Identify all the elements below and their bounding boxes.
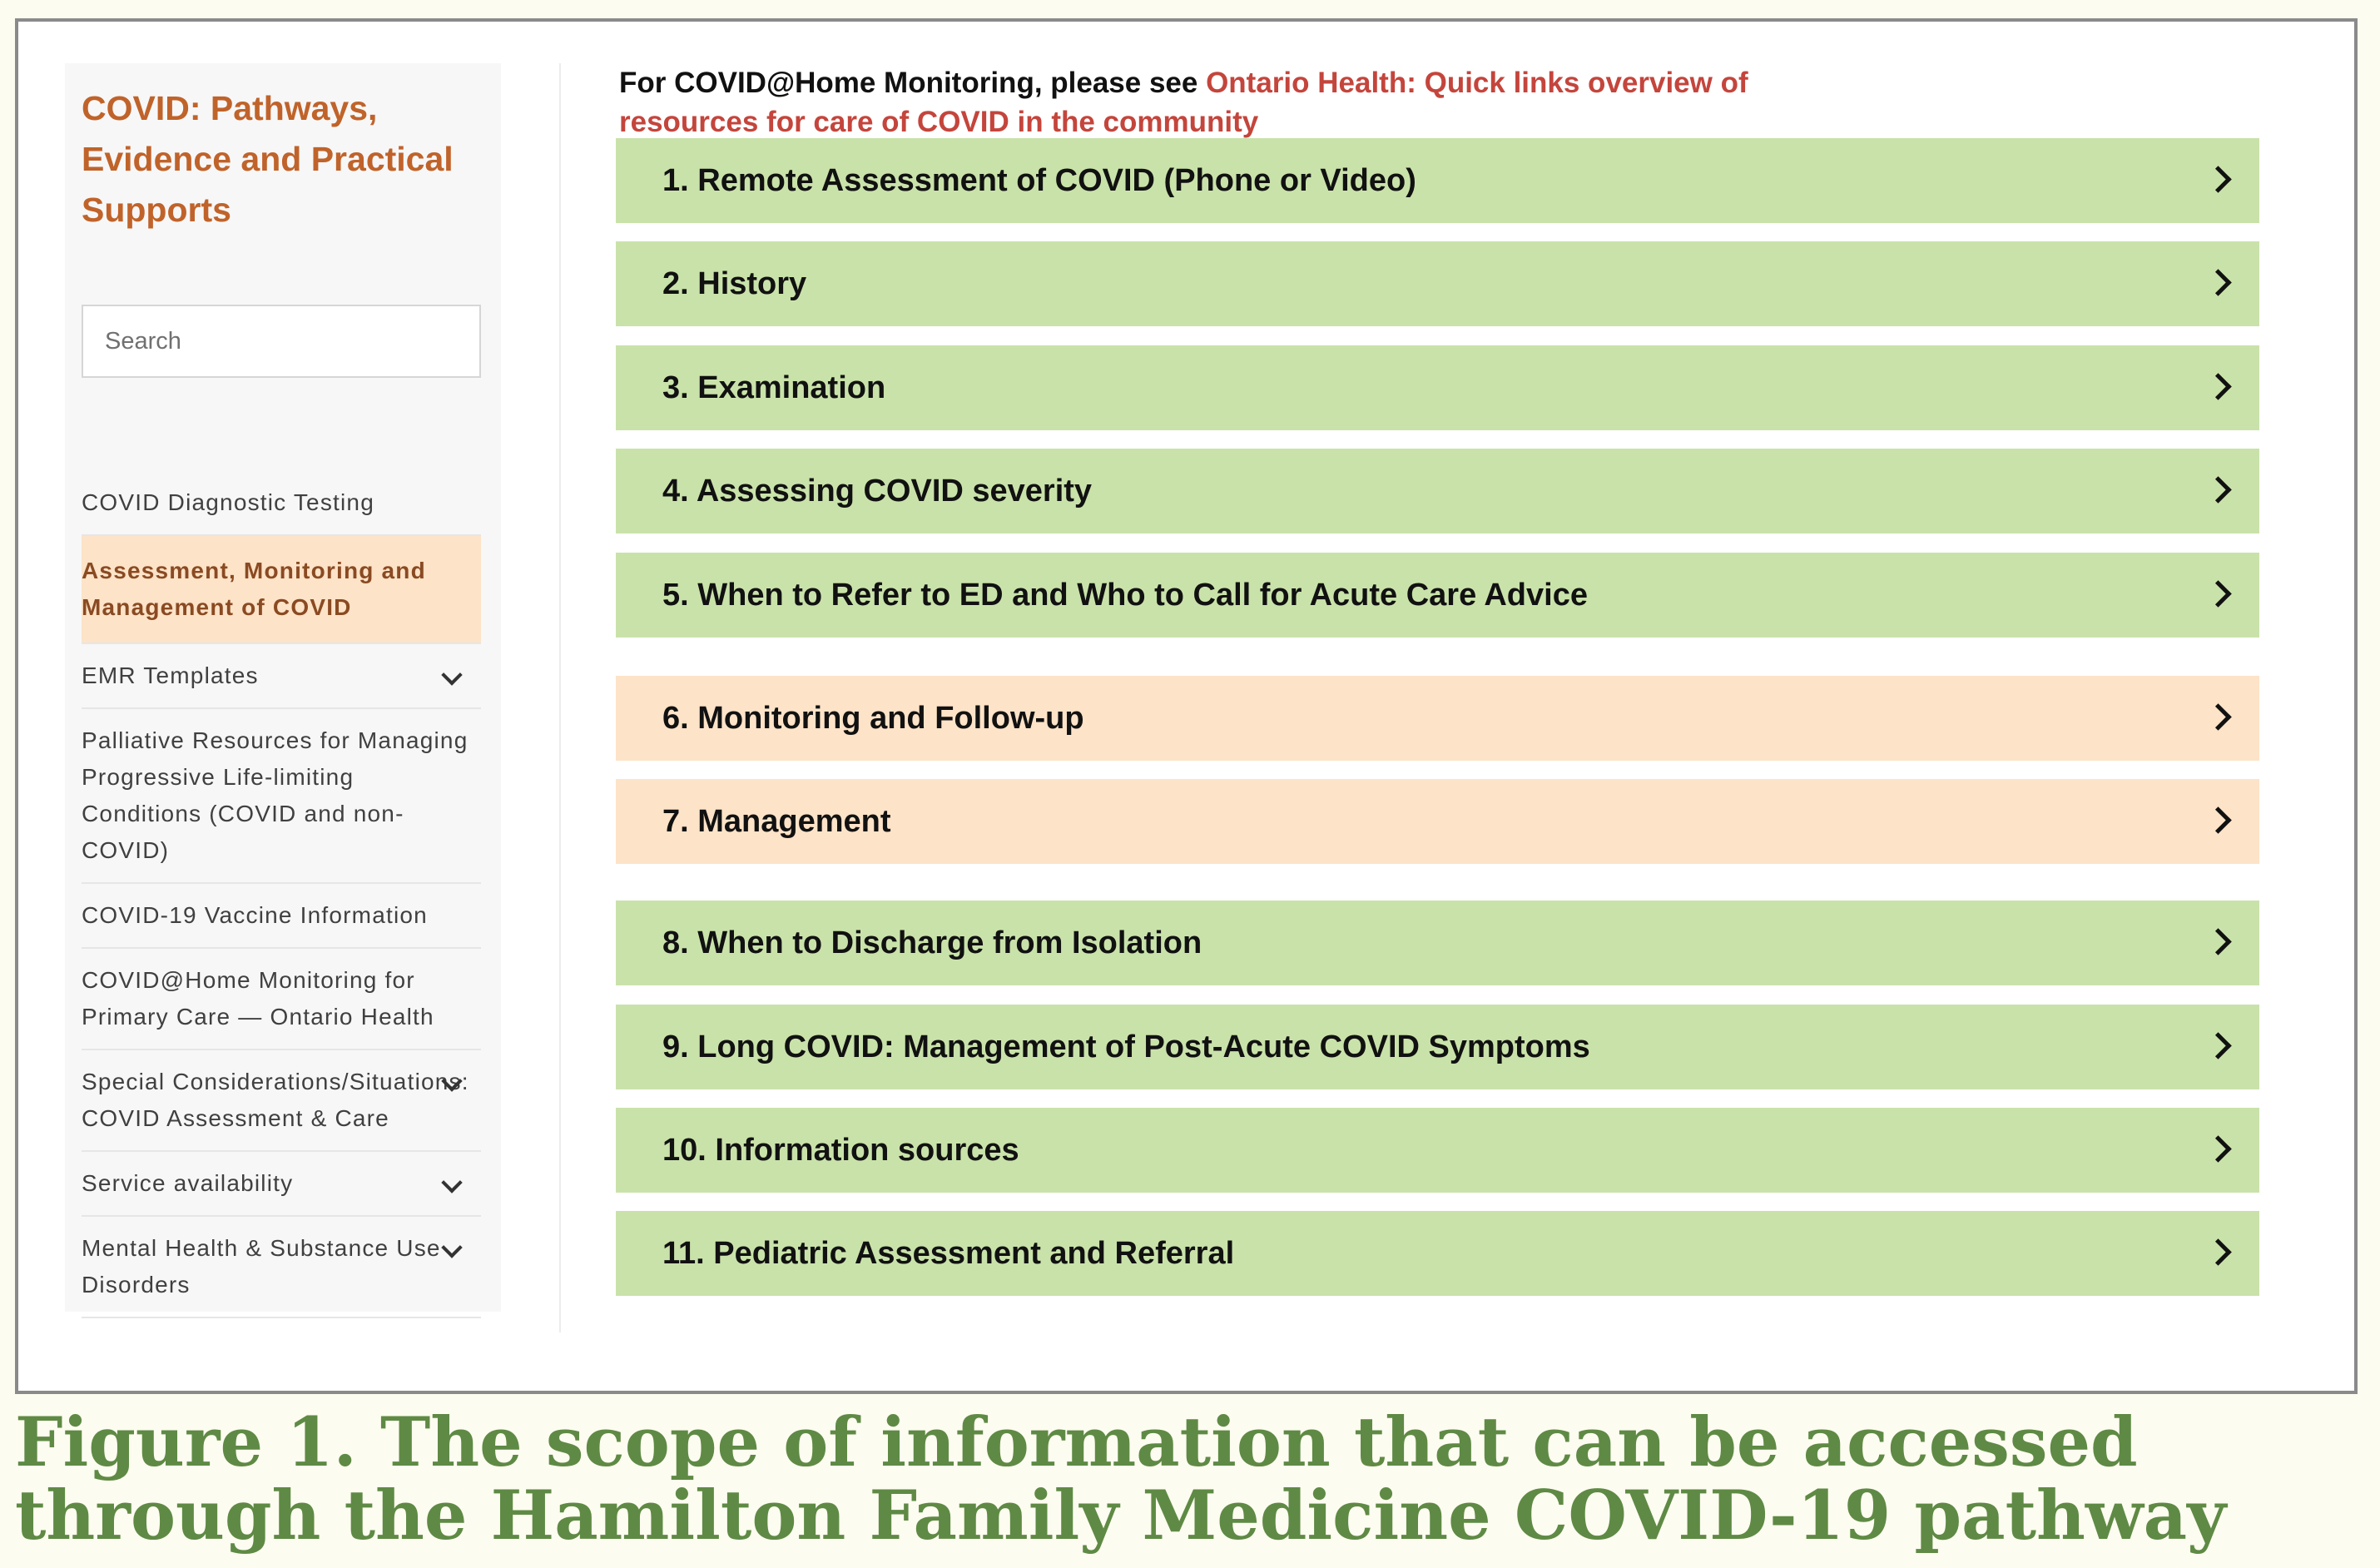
- sidebar-item-label: Mental Health & Substance Use Disorders: [82, 1235, 441, 1298]
- screenshot-frame: [15, 18, 2358, 1394]
- section-title: 4. Assessing COVID severity: [662, 473, 1093, 509]
- section-discharge-isolation[interactable]: [616, 901, 2259, 985]
- sidebar-item-label: COVID Diagnostic Testing: [82, 489, 374, 515]
- section-assessing-severity[interactable]: [616, 449, 2259, 533]
- section-examination[interactable]: [616, 345, 2259, 430]
- section-title: 11. Pediatric Assessment and Referral: [662, 1235, 1235, 1271]
- section-title: 8. When to Discharge from Isolation: [662, 925, 1202, 960]
- sidebar-item-palliative-resources[interactable]: [82, 709, 481, 884]
- search-input[interactable]: [82, 305, 481, 378]
- sidebar-item-label: COVID-19 Vaccine Information: [82, 902, 428, 928]
- sidebar-item-label: EMR Templates: [82, 662, 259, 688]
- home-monitoring-notice: [619, 63, 1834, 141]
- figure-caption: Figure 1. The scope of information that can be accessed through the Hamilton Family Medicine COVID-19 pathway: [15, 1403, 2227, 1556]
- section-pediatric-assessment[interactable]: [616, 1211, 2259, 1296]
- column-divider: [559, 63, 561, 1332]
- notice-text: For COVID@Home Monitoring, please see: [619, 67, 1207, 99]
- chevron-right-icon: [2204, 703, 2232, 731]
- sidebar-item-label: Service availability: [82, 1170, 294, 1196]
- section-long-covid[interactable]: [616, 1005, 2259, 1089]
- section-title: 7. Management: [662, 803, 891, 839]
- chevron-right-icon: [2204, 1135, 2232, 1163]
- sidebar-title[interactable]: COVID: Pathways, Evidence and Practical Supports: [82, 89, 454, 229]
- sidebar-item-service-availability[interactable]: [82, 1152, 481, 1217]
- chevron-right-icon: [2204, 476, 2232, 504]
- section-title: 9. Long COVID: Management of Post-Acute COVID Symptoms: [662, 1029, 1590, 1064]
- section-refer-to-ed[interactable]: [616, 553, 2259, 638]
- chevron-down-icon[interactable]: [441, 1172, 462, 1193]
- section-title: 10. Information sources: [662, 1132, 1019, 1168]
- section-management[interactable]: [616, 779, 2259, 864]
- section-title: 1. Remote Assessment of COVID (Phone or Video): [662, 162, 1416, 198]
- section-history[interactable]: [616, 241, 2259, 326]
- sidebar-item-label: COVID@Home Monitoring for Primary Care — Ontario Health: [82, 967, 434, 1030]
- chevron-right-icon: [2204, 806, 2232, 834]
- chevron-right-icon: [2204, 166, 2232, 193]
- section-title: 5. When to Refer to ED and Who to Call for Acute Care Advice: [662, 577, 1588, 613]
- section-monitoring-follow-up[interactable]: [616, 676, 2259, 761]
- chevron-right-icon: [2204, 580, 2232, 608]
- section-title: 2. History: [662, 265, 807, 301]
- sidebar-item-label: Special Considerations/Situations: COVID Assessment & Care: [82, 1069, 469, 1131]
- sidebar-item-covid-home-monitoring[interactable]: [82, 949, 481, 1050]
- sidebar-item-diagnostic-testing[interactable]: [82, 471, 481, 536]
- section-remote-assessment[interactable]: [616, 138, 2259, 223]
- sidebar-item-mental-health[interactable]: [82, 1217, 481, 1318]
- chevron-right-icon: [2204, 1032, 2232, 1059]
- chevron-right-icon: [2204, 1238, 2232, 1266]
- sidebar-nav: [82, 471, 481, 1318]
- chevron-right-icon: [2204, 269, 2232, 296]
- section-title: 6. Monitoring and Follow-up: [662, 700, 1084, 736]
- chevron-down-icon[interactable]: [441, 1237, 462, 1258]
- sidebar-item-special-considerations[interactable]: [82, 1050, 481, 1152]
- ontario-health-link[interactable]: Ontario Health: Quick links overview of resources for care of COVID in the community: [619, 67, 1748, 138]
- sidebar-item-vaccine-information[interactable]: [82, 884, 481, 949]
- chevron-right-icon: [2204, 373, 2232, 400]
- sidebar-item-label: Palliative Resources for Managing Progressive Life-limiting Conditions (COVID and non-COVID): [82, 727, 469, 863]
- sidebar-item-label: Assessment, Monitoring and Management of COVID: [82, 558, 426, 620]
- chevron-right-icon: [2204, 928, 2232, 955]
- section-title: 3. Examination: [662, 370, 886, 405]
- sidebar-item-emr-templates[interactable]: [82, 644, 481, 709]
- sidebar: [65, 63, 501, 1312]
- chevron-down-icon[interactable]: [441, 664, 462, 685]
- sidebar-item-assessment-monitoring[interactable]: [82, 536, 481, 644]
- section-information-sources[interactable]: [616, 1108, 2259, 1193]
